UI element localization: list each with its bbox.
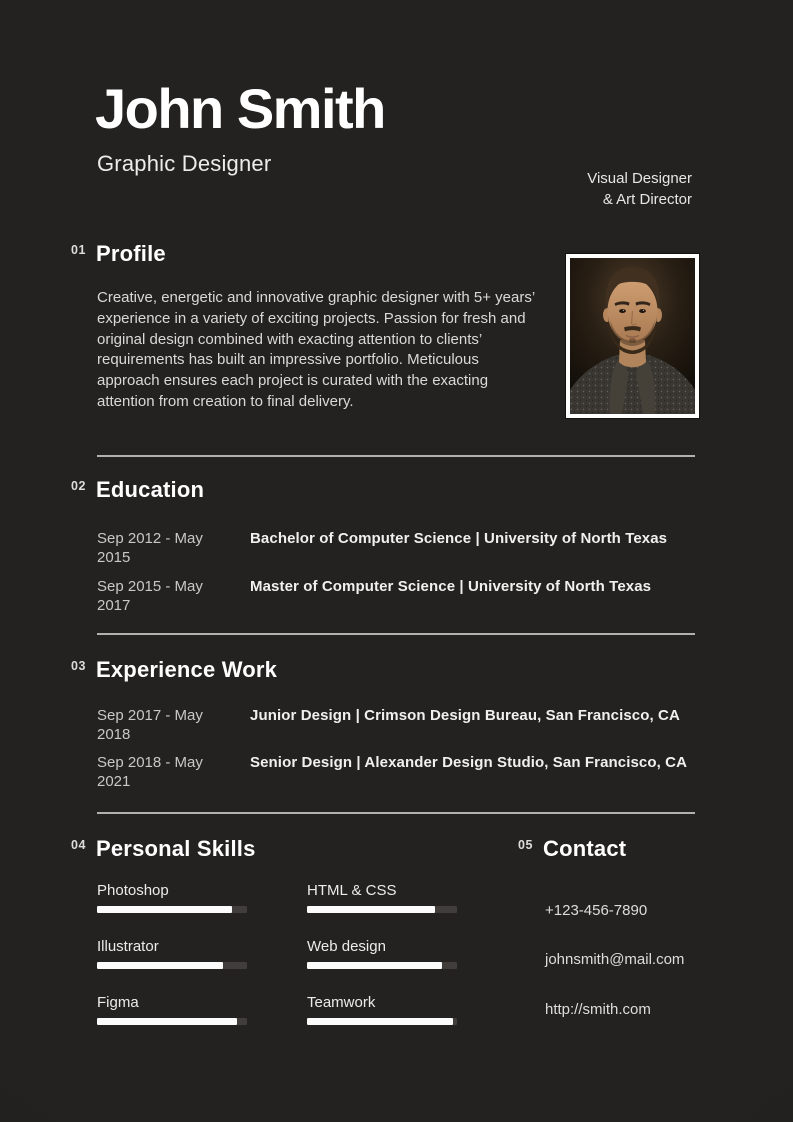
skill-item <box>97 993 247 1025</box>
skill-bar-fill <box>97 1018 237 1025</box>
skill-bar-fill <box>307 962 442 969</box>
profile-photo <box>566 254 699 418</box>
skill-bar-track <box>97 1018 247 1025</box>
skill-label: Figma <box>97 994 139 1011</box>
person-name: John Smith <box>95 77 385 140</box>
education-description: Bachelor of Computer Science | University of North Texas <box>250 530 668 547</box>
person-tagline <box>587 168 692 210</box>
skill-bar-fill <box>307 1018 453 1025</box>
contact-phone: +123-456-7890 <box>545 902 648 919</box>
skill-bar-track <box>307 962 457 969</box>
education-entry <box>97 529 667 567</box>
section-header-education <box>71 478 204 502</box>
education-entry <box>97 577 651 615</box>
skill-bar-track <box>307 1018 457 1025</box>
experience-dates: Sep 2018 - May 2021 <box>97 754 203 790</box>
section-title-profile: Profile <box>96 241 166 266</box>
contact-email: johnsmith@mail.com <box>545 951 685 968</box>
skills-grid <box>97 881 457 1025</box>
education-dates: Sep 2015 - May 2017 <box>97 578 203 614</box>
tagline-line-1: Visual Designer <box>587 170 692 187</box>
skill-label: Illustrator <box>97 938 159 955</box>
section-number-experience: 03 <box>71 659 86 673</box>
skill-bar-fill <box>97 906 232 913</box>
section-title-contact: Contact <box>543 836 627 861</box>
skill-item <box>97 937 247 969</box>
contact-website: http://smith.com <box>545 1001 651 1018</box>
section-title-skills: Personal Skills <box>96 836 256 861</box>
section-number-skills: 04 <box>71 838 86 852</box>
skill-bar-fill <box>307 906 435 913</box>
section-divider <box>97 812 695 814</box>
section-header-contact <box>518 837 626 861</box>
skill-bar-track <box>307 906 457 913</box>
skill-bar-track <box>97 962 247 969</box>
section-title-education: Education <box>96 477 205 502</box>
tagline-line-2: & Art Director <box>602 191 692 208</box>
skill-label: Web design <box>307 938 386 955</box>
section-title-experience: Experience Work <box>96 657 278 682</box>
skill-item <box>307 937 457 969</box>
skill-item <box>307 993 457 1025</box>
experience-dates: Sep 2017 - May 2018 <box>97 707 203 743</box>
person-role: Graphic Designer <box>97 151 272 176</box>
experience-description: Junior Design | Crimson Design Bureau, San Francisco, CA <box>250 707 680 724</box>
experience-entry <box>97 753 687 791</box>
skill-item <box>307 881 457 913</box>
section-divider <box>97 633 695 635</box>
skill-label: Photoshop <box>97 882 169 899</box>
section-divider <box>97 455 695 457</box>
education-description: Master of Computer Science | University of North Texas <box>250 578 652 595</box>
section-number-contact: 05 <box>518 838 533 852</box>
section-number-education: 02 <box>71 479 86 493</box>
experience-entry <box>97 706 680 744</box>
education-dates: Sep 2012 - May 2015 <box>97 530 203 566</box>
section-header-profile <box>71 242 166 266</box>
portrait-illustration <box>570 258 695 414</box>
section-header-experience <box>71 658 277 682</box>
skill-bar-track <box>97 906 247 913</box>
profile-summary: Creative, energetic and innovative graphic designer with 5+ years’ experience in a variety of exciting projects. Passion for fresh and original design combined with exacting attention to clients’ requirements has built an impressive portfolio. Meticulous approach ensures each project is curated with the exacting attention from creation to final delivery. <box>97 289 535 410</box>
skill-bar-fill <box>97 962 223 969</box>
skill-label: Teamwork <box>307 994 376 1011</box>
experience-description: Senior Design | Alexander Design Studio, San Francisco, CA <box>250 754 688 771</box>
skill-item <box>97 881 247 913</box>
section-number-profile: 01 <box>71 243 86 257</box>
skill-label: HTML & CSS <box>307 882 397 899</box>
section-header-skills <box>71 837 256 861</box>
